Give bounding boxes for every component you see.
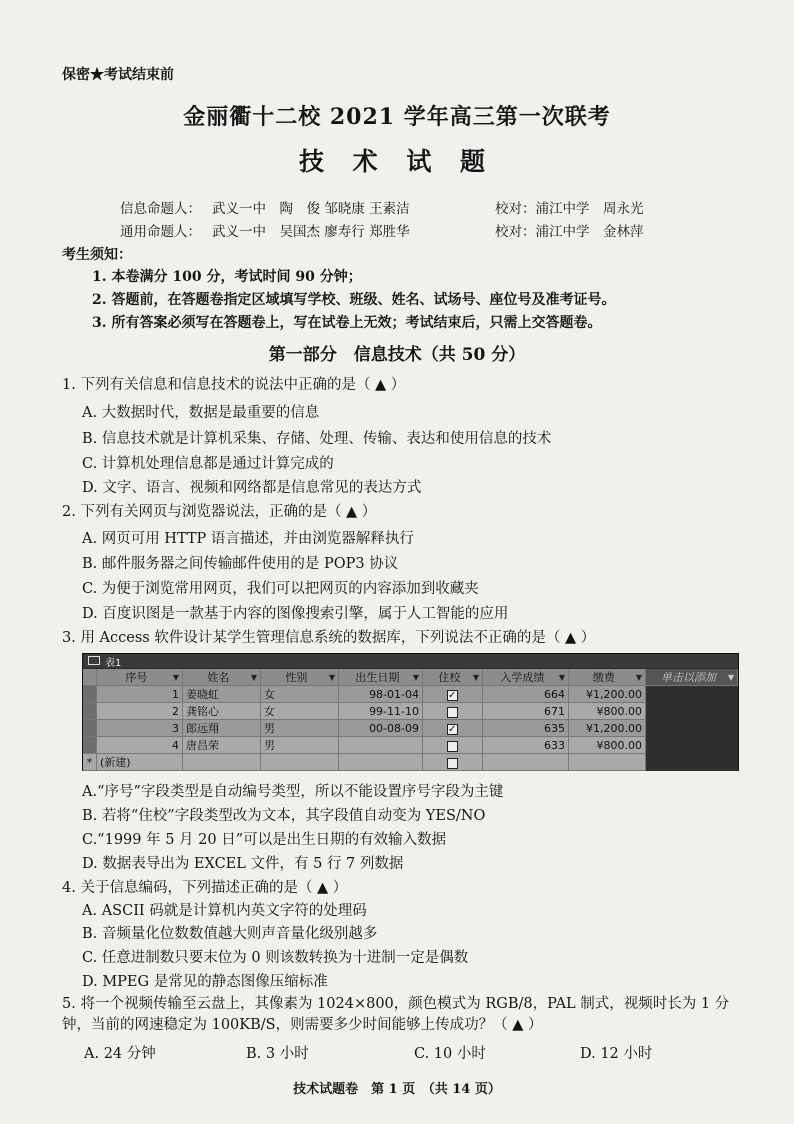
notice-item: 2. 答题前，在答题卷指定区域填写学校、班级、姓名、试场号、座位号及准考证号。 [92, 292, 616, 308]
dropdown-icon[interactable]: ▼ [172, 673, 179, 682]
dropdown-icon[interactable]: ▼ [635, 673, 642, 682]
cell-name[interactable]: 郎远翔 [183, 720, 261, 737]
cell-id[interactable]: 2 [97, 703, 183, 720]
checker-label: 校对： [495, 201, 536, 217]
question-2-option-b: B. 邮件服务器之间传输邮件使用的是 POP3 协议 [82, 556, 399, 572]
checkbox-checked[interactable] [447, 724, 458, 735]
cell-boarding[interactable] [423, 754, 483, 771]
column-header-score[interactable]: 入学成绩 ▼ [483, 669, 569, 686]
question-3-option-c: C.“1999 年 5 月 20 日”可以是出生日期的有效输入数据 [82, 832, 447, 848]
question-4-stem: 4. 关于信息编码，下列描述正确的是（ ▲ ） [62, 880, 348, 896]
checkbox-unchecked[interactable] [447, 707, 458, 718]
confidential-label: 保密★考试结束前 [62, 67, 174, 83]
table-row[interactable] [83, 720, 738, 737]
question-1-option-d: D. 文字、语言、视频和网络都是信息常见的表达方式 [82, 480, 422, 496]
cell-id[interactable]: 1 [97, 686, 183, 703]
column-header-name[interactable]: 姓名 ▼ [183, 669, 261, 686]
question-2-option-d: D. 百度识图是一款基于内容的图像搜索引擎，属于人工智能的应用 [82, 606, 509, 622]
cell-boarding[interactable] [423, 737, 483, 754]
checker-names: 浦江中学 金林萍 [535, 224, 644, 240]
notice-item: 1. 本卷满分 100 分，考试时间 90 分钟； [92, 269, 362, 285]
dropdown-icon[interactable]: ▼ [558, 673, 565, 682]
column-header-boarding[interactable]: 住校 ▼ [423, 669, 483, 686]
question-5-option-d: D. 12 小时 [580, 1046, 653, 1062]
cell-fee[interactable]: ¥800.00 [569, 737, 646, 754]
cell-gender[interactable]: 男 [261, 737, 339, 754]
question-2-stem: 2. 下列有关网页与浏览器说法，正确的是（ ▲ ） [62, 504, 377, 520]
cell-boarding[interactable] [423, 686, 483, 703]
question-2-option-c: C. 为便于浏览常用网页，我们可以把网页的内容添加到收藏夹 [82, 581, 479, 597]
question-5-stem: 5. 将一个视频传输至云盘上，其像素为 1024×800，颜色模式为 RGB/8，PAL 制式，视频时长为 1 分钟，当前的网速稳定为 100KB/S，则需要多少时间能够上传成功？（ ▲ ） [62, 996, 730, 1033]
cell-birth[interactable] [339, 737, 423, 754]
table-row[interactable] [83, 703, 738, 720]
empty-cell [646, 686, 738, 703]
section-title: 第一部分 信息技术（共 50 分） [268, 345, 526, 365]
dropdown-icon[interactable]: ▼ [328, 673, 335, 682]
author-label: 信息命题人： [120, 201, 201, 217]
author-line-info [120, 197, 644, 217]
empty-cell[interactable] [569, 754, 646, 771]
row-selector[interactable] [83, 703, 97, 720]
author-names: 武义一中 吴国杰 廖寿行 郑胜华 [212, 224, 410, 240]
exam-subtitle: 技 术 试 题 [298, 147, 496, 176]
cell-fee[interactable]: ¥800.00 [569, 703, 646, 720]
table-icon [88, 656, 100, 665]
cell-fee[interactable]: ¥1,200.00 [569, 720, 646, 737]
question-1-option-c: C. 计算机处理信息都是通过计算完成的 [82, 456, 334, 472]
cell-id[interactable]: 3 [97, 720, 183, 737]
checkbox-checked[interactable] [447, 690, 458, 701]
cell-gender[interactable]: 女 [261, 686, 339, 703]
row-selector[interactable] [83, 686, 97, 703]
question-1-stem: 1. 下列有关信息和信息技术的说法中正确的是（ ▲ ） [62, 377, 406, 393]
dropdown-icon[interactable]: ▼ [727, 673, 734, 682]
cell-score[interactable]: 664 [483, 686, 569, 703]
new-row-marker[interactable]: * [83, 754, 97, 771]
cell-gender[interactable]: 男 [261, 720, 339, 737]
cell-boarding[interactable] [423, 703, 483, 720]
question-5-option-c: C. 10 小时 [414, 1046, 486, 1062]
row-selector[interactable] [83, 737, 97, 754]
question-4-option-a: A. ASCII 码就是计算机内英文字符的处理码 [82, 903, 367, 919]
column-header-add[interactable]: 单击以添加 ▼ [646, 669, 738, 686]
dropdown-icon[interactable]: ▼ [412, 673, 419, 682]
page-footer: 技术试题卷 第 1 页 （共 14 页） [293, 1082, 501, 1097]
table-row[interactable] [83, 686, 738, 703]
column-header-birth[interactable]: 出生日期 ▼ [339, 669, 423, 686]
checker-label: 校对： [495, 224, 536, 240]
notice-heading: 考生须知： [62, 247, 132, 263]
author-names: 武义一中 陶 俊 邹晓康 王素洁 [212, 201, 410, 217]
checkbox-unchecked[interactable] [447, 741, 458, 752]
empty-cell [646, 703, 738, 720]
cell-birth[interactable]: 00-08-09 [339, 720, 423, 737]
column-header-fee[interactable]: 缴费 ▼ [569, 669, 646, 686]
question-4-option-c: C. 任意进制数只要末位为 0 则该数转换为十进制一定是偶数 [82, 950, 469, 966]
question-3-option-d: D. 数据表导出为 EXCEL 文件，有 5 行 7 列数据 [82, 856, 404, 872]
checker-names: 浦江中学 周永光 [535, 201, 644, 217]
empty-cell[interactable] [261, 754, 339, 771]
empty-cell [646, 720, 738, 737]
cell-score[interactable]: 633 [483, 737, 569, 754]
table-tab[interactable] [83, 654, 738, 668]
access-table-screenshot [82, 653, 739, 771]
notice-item: 3. 所有答案必须写在答题卷上，写在试卷上无效；考试结束后，只需上交答题卷。 [92, 315, 602, 331]
author-line-general [120, 220, 644, 240]
cell-name[interactable]: 姜晓虹 [183, 686, 261, 703]
empty-cell[interactable] [483, 754, 569, 771]
row-selector-header[interactable] [83, 669, 97, 686]
question-2-option-a: A. 网页可用 HTTP 语言描述，并由浏览器解释执行 [82, 531, 414, 547]
cell-score[interactable]: 671 [483, 703, 569, 720]
author-label: 通用命题人： [120, 224, 201, 240]
question-5-option-b: B. 3 小时 [246, 1046, 309, 1062]
row-selector[interactable] [83, 720, 97, 737]
empty-cell[interactable] [183, 754, 261, 771]
cell-fee[interactable]: ¥1,200.00 [569, 686, 646, 703]
exam-title: 金丽衢十二校 2021 学年高三第一次联考 [183, 104, 611, 130]
question-4-option-d: D. MPEG 是常见的静态图像压缩标准 [82, 974, 328, 990]
empty-cell [646, 754, 738, 771]
question-3-option-b: B. 若将“住校”字段类型改为文本，其字段值自动变为 YES/NO [82, 808, 486, 824]
cell-boarding[interactable] [423, 720, 483, 737]
column-header-row [83, 669, 738, 686]
question-3-option-a: A.“序号”字段类型是自动编号类型，所以不能设置序号字段为主键 [82, 784, 504, 800]
question-5-option-a: A. 24 分钟 [84, 1046, 156, 1062]
table-name: 表1 [105, 658, 122, 669]
question-1-option-a: A. 大数据时代，数据是最重要的信息 [82, 405, 320, 421]
cell-score[interactable]: 635 [483, 720, 569, 737]
cell-birth[interactable]: 99-11-10 [339, 703, 423, 720]
dropdown-icon[interactable]: ▼ [472, 673, 479, 682]
empty-cell[interactable] [339, 754, 423, 771]
cell-name[interactable]: 唐昌荣 [183, 737, 261, 754]
column-header-id[interactable]: 序号 ▼ [97, 669, 183, 686]
table-row[interactable] [83, 737, 738, 754]
dropdown-icon[interactable]: ▼ [250, 673, 257, 682]
checkbox-unchecked[interactable] [447, 758, 458, 769]
question-3-stem: 3. 用 Access 软件设计某学生管理信息系统的数据库，下列说法不正确的是（ ▲ ） [62, 630, 596, 646]
cell-birth[interactable]: 98-01-04 [339, 686, 423, 703]
column-header-gender[interactable]: 性别 ▼ [261, 669, 339, 686]
cell-name[interactable]: 龚铭心 [183, 703, 261, 720]
new-record-row[interactable] [83, 754, 738, 771]
cell-id[interactable]: 4 [97, 737, 183, 754]
question-4-option-b: B. 音频量化位数数值越大则声音量化级别越多 [82, 926, 378, 942]
question-1-option-b: B. 信息技术就是计算机采集、存储、处理、传输、表达和使用信息的技术 [82, 431, 552, 447]
new-row-label[interactable]: (新建) [97, 754, 183, 771]
cell-gender[interactable]: 女 [261, 703, 339, 720]
empty-cell [646, 737, 738, 754]
